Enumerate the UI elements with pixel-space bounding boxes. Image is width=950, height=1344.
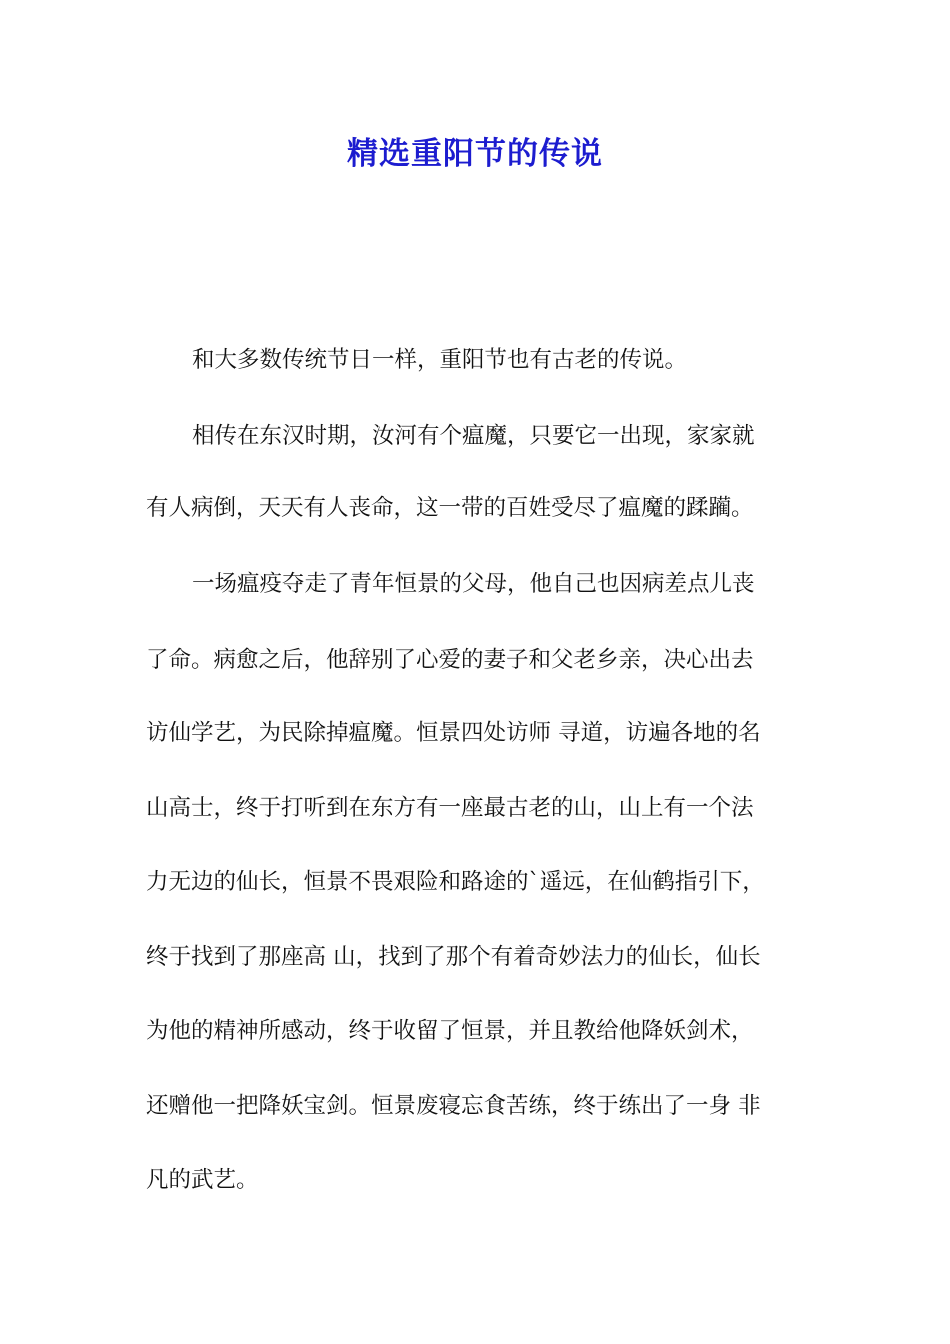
text-line: 终于找到了那座高 山，找到了那个有着奇妙法力的仙长，仙长 [146,944,761,970]
text-line: 一场瘟疫夺走了青年恒景的父母，他自己也因病差点儿丧 [192,571,755,597]
text-line: 了命。病愈之后，他辞别了心爱的妻子和父老乡亲，决心出去 [146,647,754,673]
text-line: 和大多数传统节日一样，重阳节也有古老的传说。 [192,347,688,373]
text-line: 访仙学艺，为民除掉瘟魔。恒景四处访师 寻道，访遍各地的名 [146,720,761,746]
text-line: 为他的精神所感动，终于收留了恒景，并且教给他降妖剑术， [146,1018,754,1044]
document-title: 精选重阳节的传说 [347,136,603,172]
text-line: 力无边的仙长，恒景不畏艰险和路途的`遥远，在仙鹤指引下， [146,869,765,895]
text-line: 有人病倒，天天有人丧命，这一带的百姓受尽了瘟魔的蹂躏。 [146,495,754,521]
text-line: 山高士，终于打听到在东方有一座最古老的山，山上有一个法 [146,795,754,821]
text-line: 相传在东汉时期，汝河有个瘟魔，只要它一出现，家家就 [192,423,755,449]
text-line: 还赠他一把降妖宝剑。恒景废寝忘食苦练，终于练出了一身 非 [146,1093,761,1119]
text-line: 凡的武艺。 [146,1167,259,1193]
